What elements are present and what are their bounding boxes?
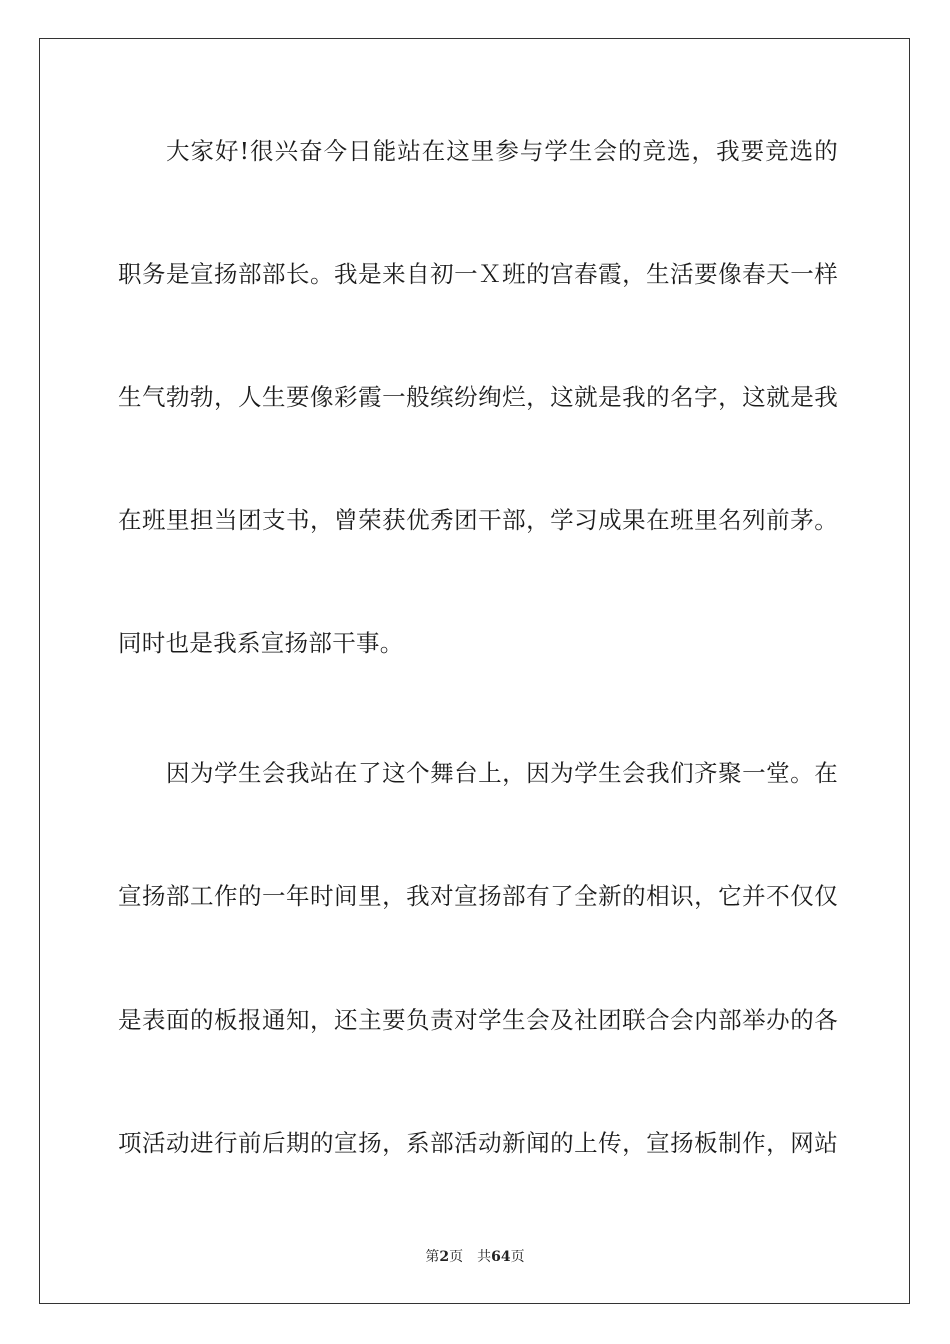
total-prefix: 共 [477, 1249, 492, 1265]
text-line-3: 生气勃勃，人生要像彩霞一般缤纷绚烂，这就是我的名字，这就是我 [118, 383, 838, 411]
text-line-9: 项活动进行前后期的宣扬，系部活动新闻的上传，宣扬板制作，网站 [118, 1129, 838, 1157]
total-pages: 64 [491, 1249, 511, 1265]
text-line-7: 宣扬部工作的一年时间里，我对宣扬部有了全新的相识，它并不仅仅 [118, 882, 838, 910]
page-suffix: 页 [449, 1249, 464, 1265]
text-line-8: 是表面的板报通知，还主要负责对学生会及社团联合会内部举办的各 [118, 1006, 838, 1034]
total-suffix: 页 [510, 1249, 525, 1265]
text-line-2: 职务是宣扬部部长。我是来自初一Ｘ班的宫春霞，生活要像春天一样 [118, 260, 838, 288]
text-line-6: 因为学生会我站在了这个舞台上，因为学生会我们齐聚一堂。在 [166, 759, 838, 787]
page-prefix: 第 [425, 1249, 440, 1265]
page-number: 2 [439, 1249, 450, 1265]
text-line-4: 在班里担当团支书，曾荣获优秀团干部，学习成果在班里名列前茅。 [118, 506, 838, 534]
text-line-5: 同时也是我系宣扬部干事。 [118, 629, 404, 657]
text-line-1: 大家好!很兴奋今日能站在这里参与学生会的竞选，我要竞选的 [166, 137, 838, 165]
page-border [39, 38, 910, 1304]
page-footer [0, 1247, 950, 1267]
